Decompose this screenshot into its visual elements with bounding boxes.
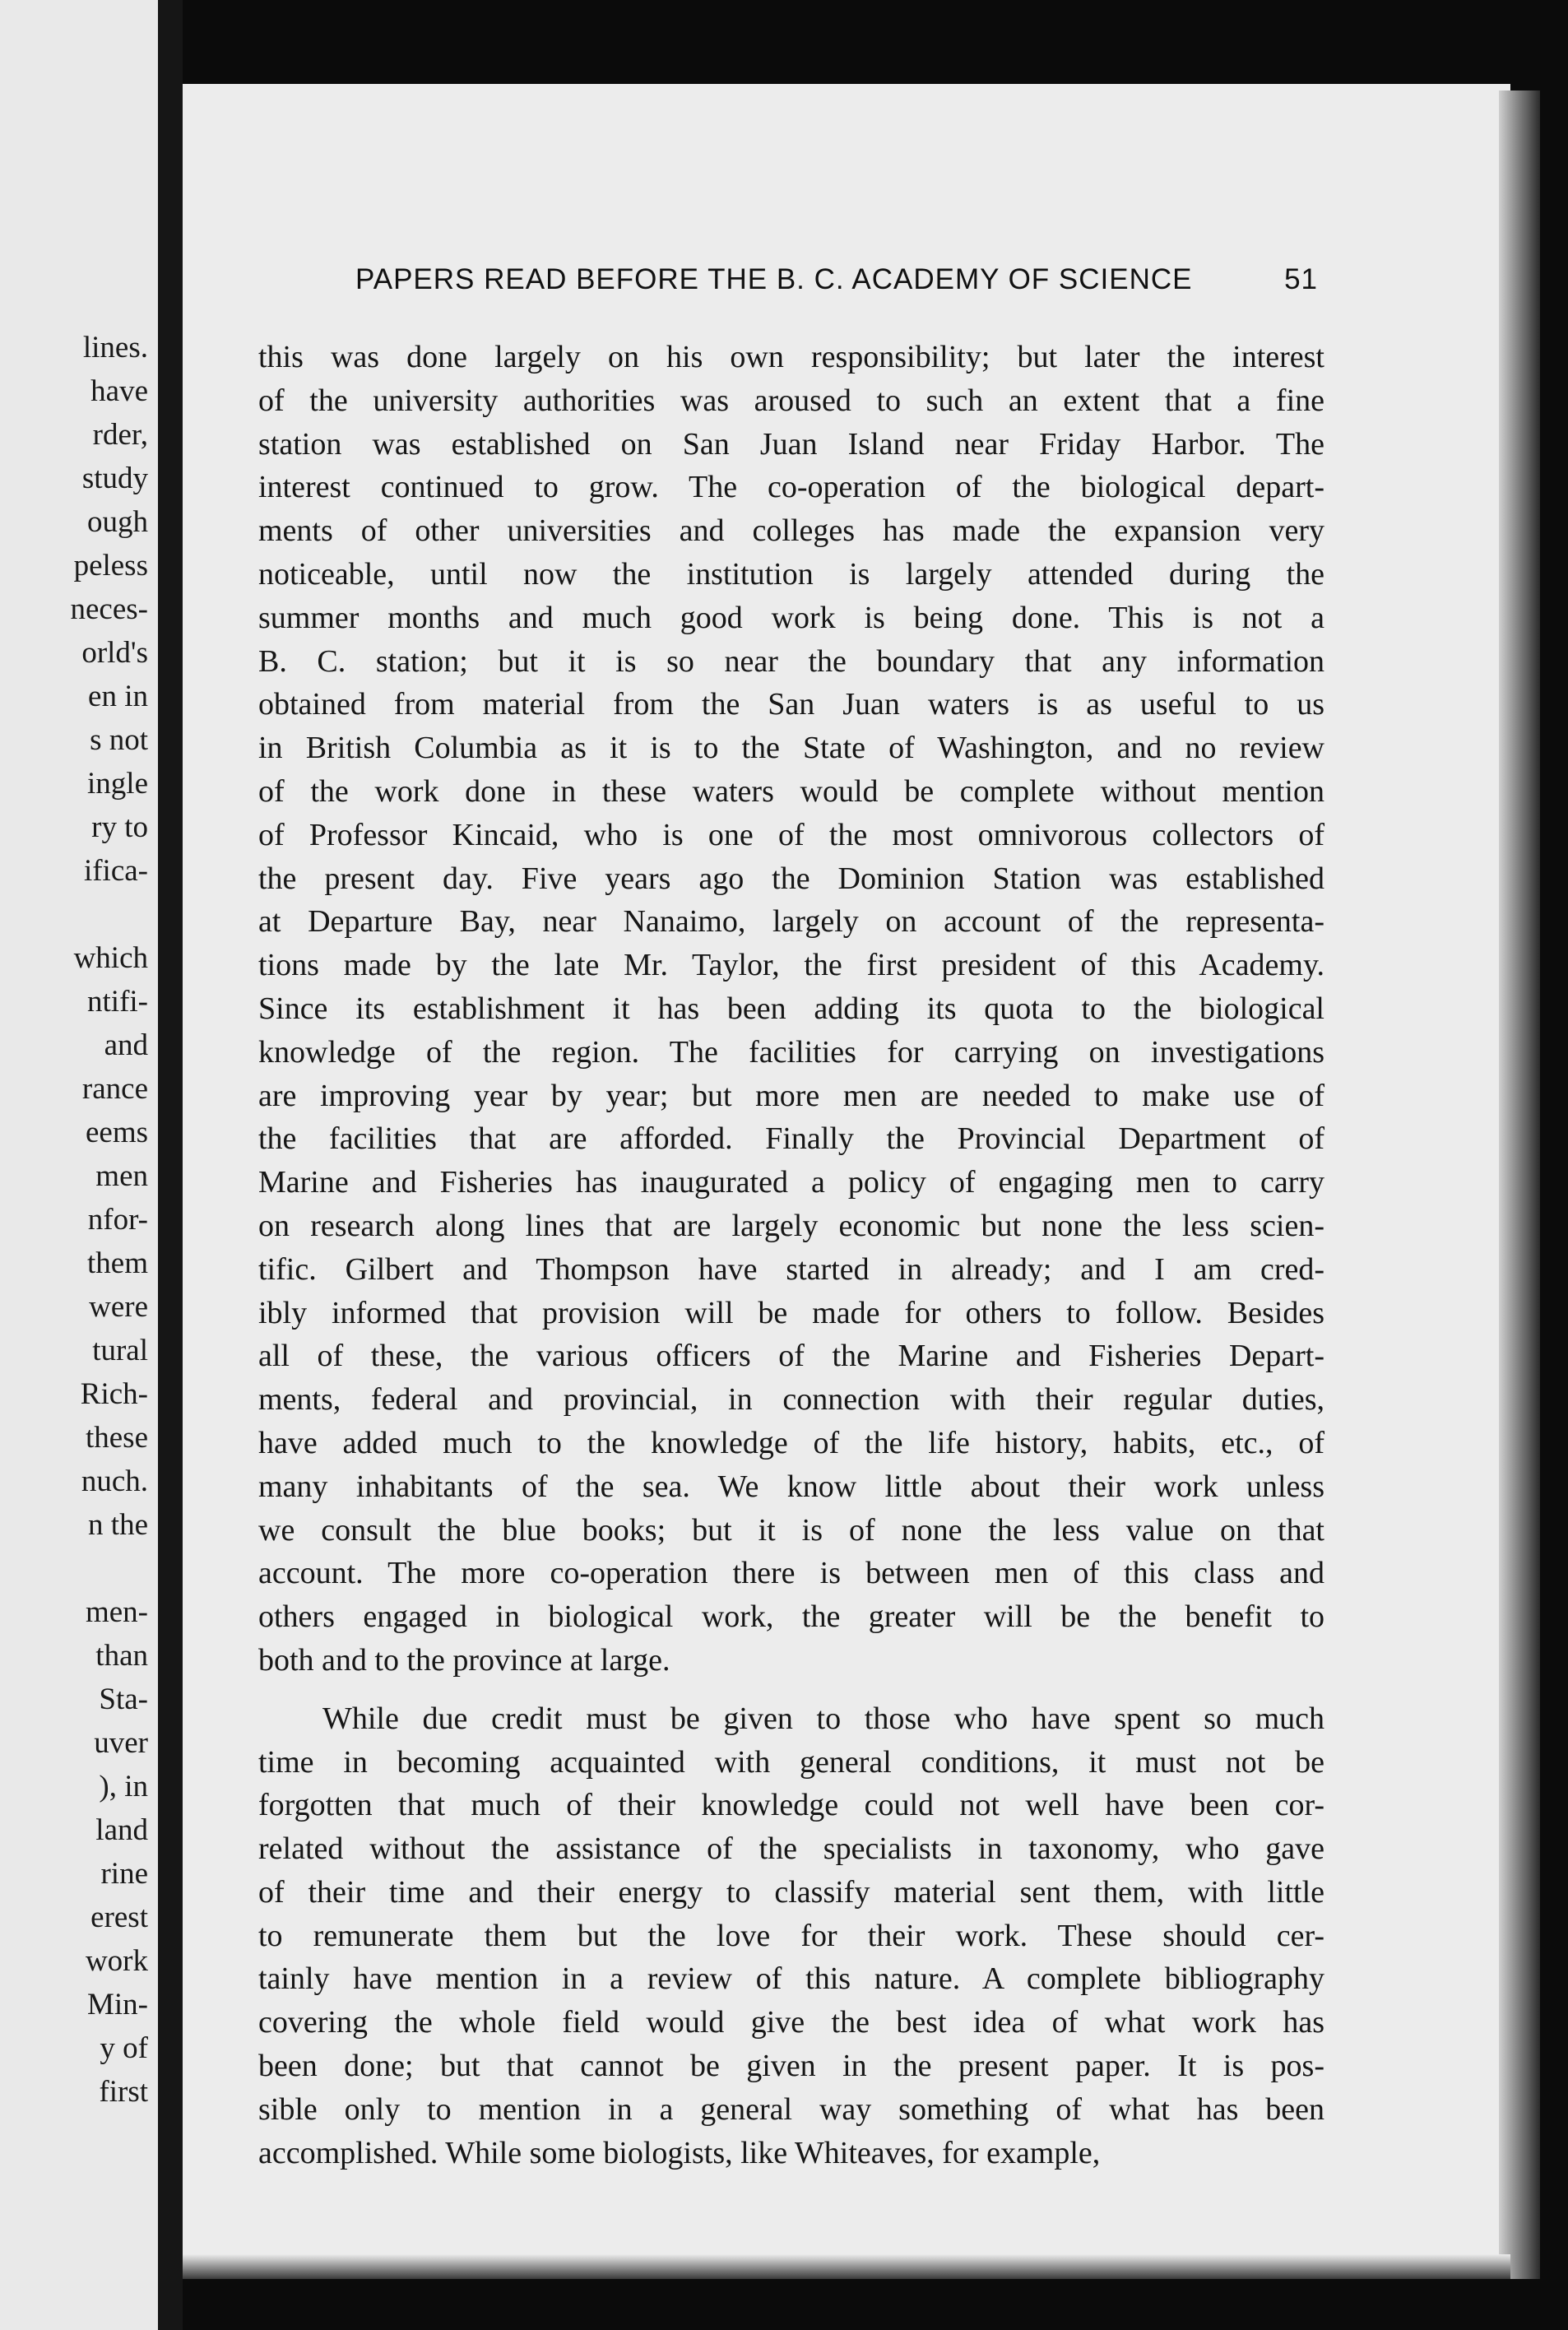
- left-page-fragment: [0, 0, 158, 2330]
- text-line: ments of other universities and colleges has made the expansion very: [258, 513, 1324, 549]
- left-page-line: ifica-: [83, 854, 148, 888]
- text-line: account. The more co-operation there is between men of this class and: [258, 1556, 1324, 1591]
- text-line: tainly have mention in a review of this nature. A complete bibliography: [258, 1961, 1324, 1997]
- left-page-line: uver: [94, 1726, 148, 1760]
- text-line: time in becoming acquainted with general conditions, it must not be: [258, 1744, 1324, 1780]
- left-page-line: than: [95, 1639, 148, 1673]
- text-line: tific. Gilbert and Thompson have started in already; and I am cred-: [258, 1251, 1324, 1287]
- text-line: of the university authorities was aroused to such an extent that a fine: [258, 383, 1324, 418]
- text-line: all of these, the various officers of the Marine and Fisheries Depart-: [258, 1339, 1324, 1374]
- left-page-line: Min-: [87, 1988, 148, 2021]
- left-page-line: were: [89, 1290, 148, 1324]
- left-page-line: orld's: [81, 636, 148, 670]
- text-line: on research along lines that are largely economic but none the less scien-: [258, 1208, 1324, 1243]
- paragraph-2: [258, 1697, 1324, 2175]
- left-page-line: peless: [73, 549, 148, 582]
- text-line: in British Columbia as it is to the State of Washington, and no review: [258, 731, 1324, 766]
- text-line: Marine and Fisheries has inaugurated a policy of engaging men to carry: [258, 1165, 1324, 1200]
- text-line: summer months and much good work is being done. This is not a: [258, 600, 1324, 635]
- text-line: station was established on San Juan Island near Friday Harbor. The: [258, 426, 1324, 462]
- book-gutter: [158, 0, 183, 2330]
- left-page-line: [71, 1547, 149, 1590]
- text-line: others engaged in biological work, the greater will be the benefit to: [258, 1599, 1324, 1635]
- left-page-line: lines.: [82, 331, 148, 364]
- text-line: at Departure Bay, near Nanaimo, largely on account of the representa-: [258, 904, 1324, 940]
- left-page-line: and: [104, 1028, 148, 1062]
- left-page-line: rder,: [92, 418, 148, 452]
- left-page-line: first: [99, 2075, 148, 2109]
- page-edge: [1499, 91, 1540, 2279]
- left-page-line: men: [95, 1159, 148, 1193]
- page-number: 51: [1284, 263, 1318, 295]
- text-line: of Professor Kincaid, who is one of the most omnivorous collectors of: [258, 817, 1324, 852]
- text-line: B. C. station; but it is so near the boundary that any information: [258, 643, 1324, 679]
- left-page-text: [71, 326, 149, 2114]
- left-page-line: ough: [87, 505, 148, 539]
- text-line: accomplished. While some biologists, like Whiteaves, for example,: [258, 2135, 1101, 2170]
- paragraph-1: [258, 336, 1324, 1683]
- text-line: forgotten that much of their knowledge could not well have been cor-: [258, 1788, 1324, 1823]
- left-page-line: have: [90, 374, 148, 408]
- left-page-line: y of: [100, 2031, 148, 2065]
- left-page-line: these: [85, 1421, 148, 1455]
- left-page-line: rine: [100, 1857, 148, 1891]
- left-page-line: land: [95, 1813, 148, 1847]
- left-page-line: them: [87, 1246, 148, 1280]
- text-line: of their time and their energy to classify material sent them, with little: [258, 1874, 1324, 1910]
- left-page-line: rance: [81, 1072, 148, 1106]
- text-line: ments, federal and provincial, in connection with their regular duties,: [258, 1382, 1324, 1418]
- text-line: we consult the blue books; but it is of none the less value on that: [258, 1512, 1324, 1548]
- left-page-line: s not: [90, 723, 148, 757]
- text-line: interest continued to grow. The co-operation of the biological depart-: [258, 470, 1324, 505]
- left-page-line: [71, 893, 149, 936]
- text-line: are improving year by year; but more men are needed to make use of: [258, 1078, 1324, 1113]
- left-page-line: nfor-: [87, 1203, 148, 1237]
- left-page-line: ntifi-: [87, 985, 148, 1019]
- left-page-line: study: [81, 462, 148, 495]
- left-page-line: work: [85, 1944, 148, 1978]
- left-page-line: ry to: [91, 810, 148, 844]
- text-line: this was done largely on his own responsibility; but later the interest: [258, 340, 1324, 374]
- text-line: ibly informed that provision will be made for others to follow. Besides: [258, 1295, 1324, 1330]
- body-text: [258, 336, 1324, 2175]
- text-line: have added much to the knowledge of the life history, habits, etc., of: [258, 1425, 1324, 1460]
- text-line: been done; but that cannot be given in the present paper. It is pos-: [258, 2049, 1324, 2084]
- text-line: sible only to mention in a general way something of what has been: [258, 2091, 1324, 2127]
- left-page-line: neces-: [70, 592, 148, 626]
- text-line: obtained from material from the San Juan waters is as useful to us: [258, 687, 1324, 722]
- text-line: While due credit must be given to those who have spent so much: [322, 1701, 1324, 1736]
- left-page-line: nuch.: [81, 1464, 148, 1498]
- left-page-line: ), in: [99, 1770, 148, 1803]
- text-line: to remunerate them but the love for their work. These should cer-: [258, 1918, 1324, 1953]
- left-page-line: Sta-: [99, 1683, 148, 1716]
- left-page-line: n the: [88, 1508, 148, 1542]
- left-page-line: which: [73, 941, 148, 975]
- text-line: both and to the province at large.: [258, 1642, 670, 1678]
- text-line: of the work done in these waters would be complete without mention: [258, 773, 1324, 809]
- left-page-line: men-: [85, 1595, 148, 1629]
- text-line: many inhabitants of the sea. We know little about their work unless: [258, 1469, 1324, 1504]
- text-line: Since its establishment it has been adding its quota to the biological: [258, 991, 1324, 1026]
- text-line: covering the whole field would give the best idea of what work has: [258, 2005, 1324, 2040]
- text-line: the present day. Five years ago the Dominion Station was established: [258, 861, 1324, 896]
- left-page-line: tural: [92, 1334, 148, 1367]
- left-page-line: en in: [88, 680, 148, 713]
- left-page-line: eems: [85, 1116, 148, 1149]
- left-page-line: erest: [90, 1901, 148, 1934]
- running-head-title: PAPERS READ BEFORE THE B. C. ACADEMY OF SCIENCE: [355, 263, 1193, 295]
- text-line: knowledge of the region. The facilities for carrying on investigations: [258, 1034, 1324, 1070]
- text-line: tions made by the late Mr. Taylor, the first president of this Academy.: [258, 948, 1324, 983]
- text-line: the facilities that are afforded. Finally the Provincial Department of: [258, 1121, 1324, 1157]
- page-bottom-shadow: [183, 2254, 1510, 2279]
- left-page-line: ingle: [87, 767, 148, 801]
- left-page-line: Rich-: [80, 1377, 148, 1411]
- text-line: related without the assistance of the specialists in taxonomy, who gave: [258, 1831, 1324, 1867]
- text-line: noticeable, until now the institution is largely attended during the: [258, 556, 1324, 592]
